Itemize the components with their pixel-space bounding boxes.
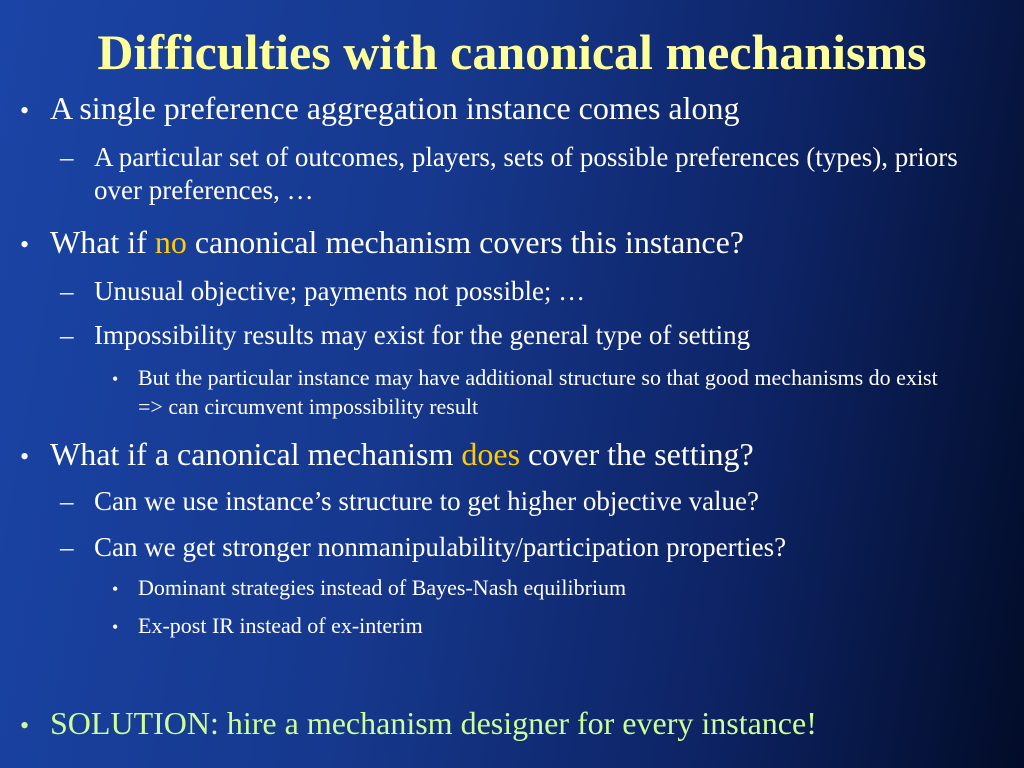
slide-title: Difficulties with canonical mechanisms	[97, 24, 927, 80]
bullet-2-sub-1-text: Unusual objective; payments not possible; …	[94, 276, 586, 306]
bullet-3-subsub-2-text: Ex-post IR instead of ex-interim	[138, 613, 423, 638]
bullet-2-sub-1	[60, 275, 1000, 308]
bullet-1-sub-1-text: A particular set of outcomes, players, sets of possible preferences (types), priors over preferences, …	[94, 142, 958, 205]
bullet-2-text-before: What if	[50, 224, 155, 260]
bullet-2-sub-2	[60, 319, 1000, 352]
bullet-3-sub-1-text: Can we use instance’s structure to get higher objective value?	[94, 486, 760, 516]
subbullet-marker: •	[112, 369, 119, 389]
bullet-4-solution	[20, 705, 1010, 744]
bullet-2-sub-2-text: Impossibility results may exist for the general type of setting	[94, 320, 751, 350]
bullet-3-sub-2-subsub-2	[112, 611, 952, 642]
dash-marker: –	[60, 276, 74, 306]
bullet-1-sub-1	[60, 141, 1000, 207]
bullet-3-sub-1	[60, 485, 1000, 518]
bullet-3-text	[50, 436, 754, 472]
bullet-3-sub-2-subsub-1	[112, 573, 952, 604]
bullet-2-subsub-1-text: But the particular instance may have additional structure so that good mechanisms do exist => can circumvent impossibility result	[138, 365, 938, 419]
bullet-3-sub-2-text: Can we get stronger nonmanipulability/participation properties?	[94, 532, 787, 562]
bullet-3-sub-2	[60, 531, 1000, 564]
bullet-3-text-before: What if a canonical mechanism	[50, 436, 462, 472]
bullet-2-text-after: canonical mechanism covers this instance?	[186, 224, 744, 260]
dash-marker: –	[60, 486, 74, 516]
bullet-marker: •	[20, 442, 30, 471]
bullet-2-highlight: no	[154, 224, 187, 260]
bullet-2-text	[50, 224, 744, 260]
bullet-1-text: A single preference aggregation instance comes along	[50, 90, 740, 126]
solution-text: SOLUTION: hire a mechanism designer for every instance!	[50, 705, 817, 741]
bullet-marker: •	[20, 230, 30, 259]
bullet-3-text-after: cover the setting?	[520, 436, 754, 472]
dash-marker: –	[60, 320, 74, 350]
dash-marker: –	[60, 142, 74, 172]
subbullet-marker: •	[112, 617, 119, 637]
bullet-marker: •	[20, 96, 30, 125]
bullet-3-highlight: does	[461, 436, 521, 472]
bullet-2-sub-2-subsub-1	[112, 363, 952, 421]
bullet-3-subsub-1-text: Dominant strategies instead of Bayes-Nash equilibrium	[138, 575, 627, 600]
subbullet-marker: •	[112, 579, 119, 599]
bullet-3	[20, 436, 1010, 475]
dash-marker: –	[60, 532, 74, 562]
bullet-marker: •	[20, 711, 30, 740]
bullet-2	[20, 224, 1010, 263]
bullet-1	[20, 90, 1010, 129]
